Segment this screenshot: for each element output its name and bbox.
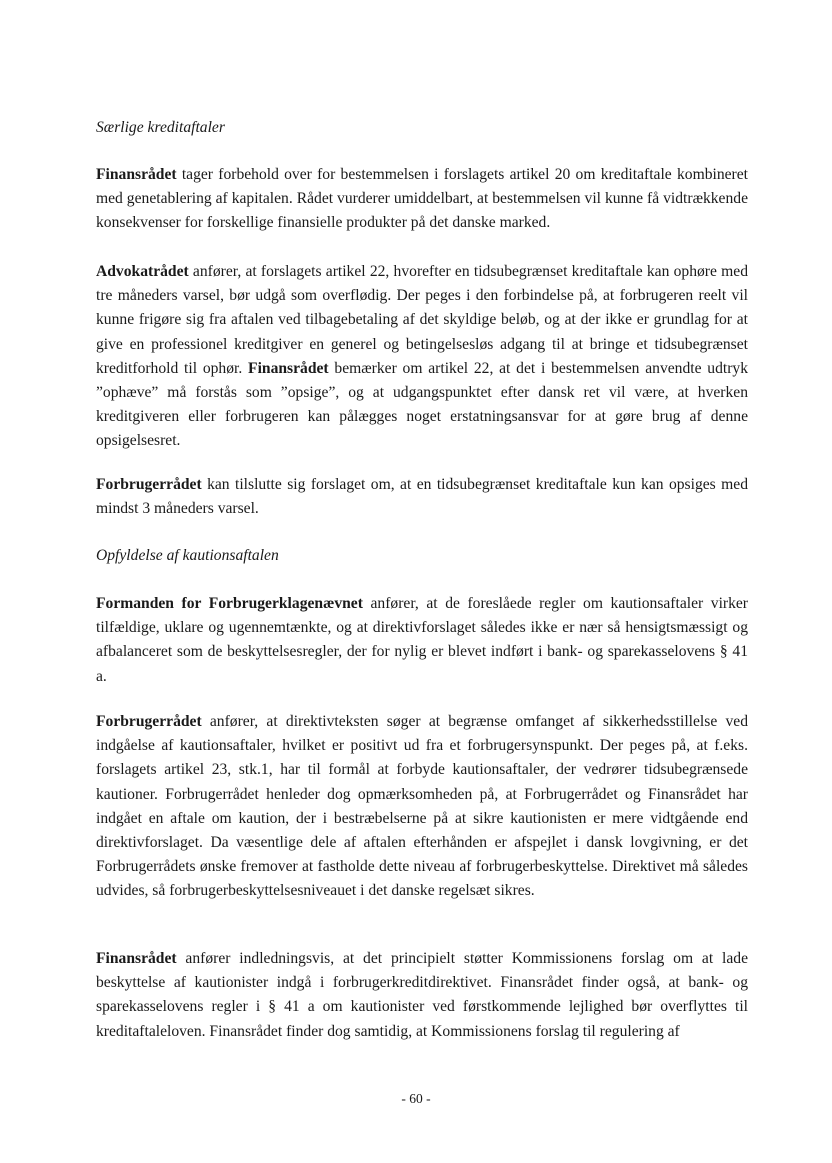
paragraph-formanden bbox=[96, 592, 748, 689]
paragraph-finansraadet-1 bbox=[96, 163, 748, 236]
paragraph-text: anfører, at de foreslåede regler om kautionsaftaler virker tilfældige, uklare og ugennemtænkte, og at direktivforslaget således ikke er nær så hensigtsmæssigt og afbalanceret som de beskyttelsesregler, der for nylig er blevet indført i bank- og sparekasselovens § 41 a. bbox=[96, 595, 748, 685]
paragraph-lead-2: Finansrådet bbox=[248, 359, 329, 377]
paragraph-text-2: bemærker om artikel 22, at det i bestemmelsen anvendte udtryk ”ophæve” må forstås som ”opsige”, og at udgangspunktet efter dansk ret vil være, at hverken kreditgiveren eller forbrugeren kan pålægges noget erstatningsansvar for at gøre brug af denne opsigelsesret. bbox=[96, 359, 749, 450]
paragraph-text: kan tilslutte sig forslaget om, at en tidsubegrænset kreditaftale kun kan opsiges med mindst 3 måneders varsel. bbox=[96, 476, 748, 518]
paragraph-lead: Forbrugerrådet bbox=[96, 713, 202, 730]
paragraph-lead: Finansrådet bbox=[96, 950, 177, 967]
section-heading-special-credit: Særlige kreditaftaler bbox=[96, 119, 225, 136]
paragraph-lead: Advokatrådet bbox=[96, 263, 189, 280]
paragraph-finansraadet-2 bbox=[96, 947, 748, 1044]
paragraph-forbrugerraadet-1 bbox=[96, 473, 748, 521]
paragraph-text: tager forbehold over for bestemmelsen i forslagets artikel 20 om kreditaftale kombineret med genetablering af kapitalen. Rådet vurderer umiddelbart, at bestemmelsen vil kunne få vidtrækkende konsekvenser for forskellige finansielle produkter på det danske marked. bbox=[96, 166, 748, 232]
paragraph-forbrugerraadet-2 bbox=[96, 710, 748, 904]
paragraph-text: anfører indledningsvis, at det principielt støtter Kommissionens forslag om at lade beskyttelse af kautionister indgå i forbrugerkreditdirektivet. Finansrådet finder også, at bank- og sparekasselovens regler i § 41 a om kautionister ved førstkommende lejlighed bør overflyttes til kreditaftaleloven. Finansrådet finder dog samtidig, at Kommissionens forslag til regulering af bbox=[96, 950, 748, 1040]
paragraph-lead: Finansrådet bbox=[96, 166, 177, 183]
paragraph-lead: Formanden for Forbrugerklagenævnet bbox=[96, 595, 363, 612]
section-heading-guarantee: Opfyldelse af kautionsaftalen bbox=[96, 547, 279, 564]
paragraph-text: anfører, at direktivteksten søger at begrænse omfanget af sikkerhedsstillelse ved indgåelse af kautionsaftaler, hvilket er positivt ud fra et forbrugersynspunkt. Der peges på, at f.eks. forslagets artikel 23, stk.1, har til formål at forbyde kautionsaftaler, der vedrører tidsubegrænsede kautioner. Forbrugerrådet henleder dog opmærksomheden på, at Forbrugerrådet og Finansrådet har indgået en aftale om kaution, der i bestræbelserne på at sikre kautionisten er mere vidtgående end direktivforslaget. Da væsentlige dele af aftalen efterhånden er afspejlet i dansk lovgivning, er det Forbrugerrådets ønske fremover at fastholde dette niveau af forbrugerbeskyttelse. Direktivet må således udvides, så forbrugerbeskyttelsesniveauet i det danske regelsæt sikres. bbox=[96, 713, 748, 900]
paragraph-lead: Forbrugerrådet bbox=[96, 476, 202, 493]
page-number: - 60 - bbox=[401, 1091, 431, 1106]
paragraph-text: anfører, at forslagets artikel 22, hvorefter en tidsubegrænset kreditaftale kan ophøre med tre måneders varsel, bør udgå som overflødig. Der peges i den forbindelse på, at forbrugeren reelt vil kunne frigøre sig fra aftalen ved tilbagebetaling af det skyldige beløb, og at der ikke er grundlag for at give en professionel kreditgiver en generel og betingelsesløs adgang til at bringe et tidsubegrænset kreditforhold til ophør. bbox=[96, 263, 748, 377]
paragraph-advokatraadet bbox=[96, 260, 748, 454]
